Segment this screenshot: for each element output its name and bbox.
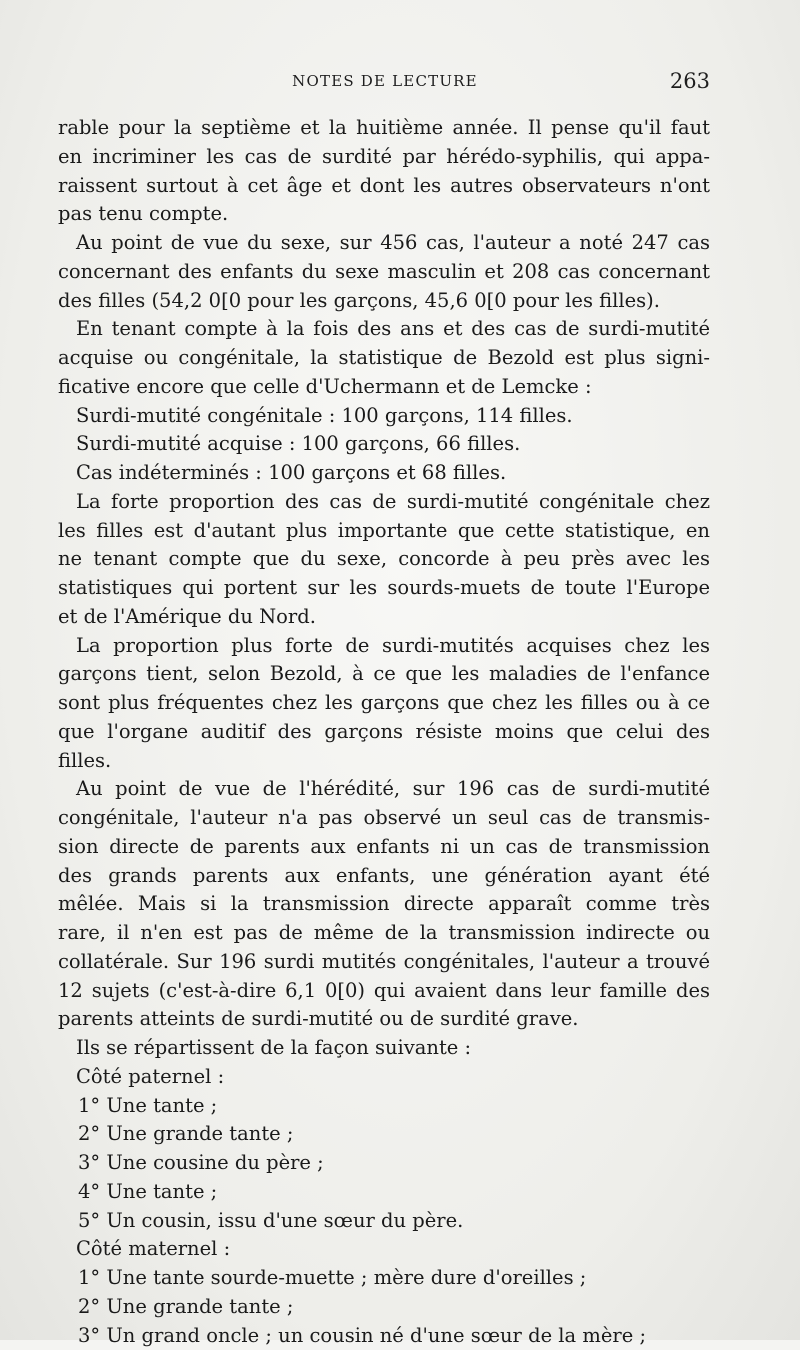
text-line: 1° Une tante sourde-muette ; mère dure d'oreilles ;	[58, 1264, 710, 1293]
text-line: et de l'Amérique du Nord.	[58, 603, 710, 632]
text-line: en incriminer les cas de surdité par hérédo-syphilis, qui appa-	[58, 143, 710, 172]
text-line: Au point de vue de l'hérédité, sur 196 cas de surdi-mutité	[58, 775, 710, 804]
text-line: rare, il n'en est pas de même de la transmission indirecte ou	[58, 919, 710, 948]
text-line: concernant des enfants du sexe masculin et 208 cas concernant	[58, 258, 710, 287]
text-line: sion directe de parents aux enfants ni un cas de transmission	[58, 833, 710, 862]
text-line: collatérale. Sur 196 surdi mutités congénitales, l'auteur a trouvé	[58, 948, 710, 977]
body-text	[58, 114, 710, 1350]
text-line: 3° Un grand oncle ; un cousin né d'une sœur de la mère ;	[58, 1322, 710, 1350]
text-line: La proportion plus forte de surdi-mutités acquises chez les	[58, 632, 710, 661]
text-line: Surdi-mutité acquise : 100 garçons, 66 filles.	[58, 430, 710, 459]
text-line: 1° Une tante ;	[58, 1092, 710, 1121]
page-number: 263	[670, 69, 710, 93]
text-line: Au point de vue du sexe, sur 456 cas, l'auteur a noté 247 cas	[58, 229, 710, 258]
text-line: acquise ou congénitale, la statistique de Bezold est plus signi-	[58, 344, 710, 373]
text-line: Surdi-mutité congénitale : 100 garçons, 114 filles.	[58, 402, 710, 431]
text-line: parents atteints de surdi-mutité ou de surdité grave.	[58, 1005, 710, 1034]
text-line: filles.	[58, 747, 710, 776]
text-line: 5° Un cousin, issu d'une sœur du père.	[58, 1207, 710, 1236]
text-line: statistiques qui portent sur les sourds-muets de toute l'Europe	[58, 574, 710, 603]
text-line: rable pour la septième et la huitième année. Il pense qu'il faut	[58, 114, 710, 143]
text-line: Ils se répartissent de la façon suivante :	[58, 1034, 710, 1063]
running-head	[60, 72, 710, 96]
text-line: 12 sujets (c'est-à-dire 6,1 0[0) qui avaient dans leur famille des	[58, 977, 710, 1006]
text-line: mêlée. Mais si la transmission directe apparaît comme très	[58, 890, 710, 919]
text-line: En tenant compte à la fois des ans et des cas de surdi-mutité	[58, 315, 710, 344]
text-line: pas tenu compte.	[58, 200, 710, 229]
text-line: des filles (54,2 0[0 pour les garçons, 45,6 0[0 pour les filles).	[58, 287, 710, 316]
text-line: 2° Une grande tante ;	[58, 1293, 710, 1322]
text-line: ne tenant compte que du sexe, concorde à peu près avec les	[58, 545, 710, 574]
text-line: Côté maternel :	[58, 1235, 710, 1264]
text-line: sont plus fréquentes chez les garçons que chez les filles ou à ce	[58, 689, 710, 718]
text-line: La forte proportion des cas de surdi-mutité congénitale chez	[58, 488, 710, 517]
text-line: les filles est d'autant plus importante que cette statistique, en	[58, 517, 710, 546]
text-line: raissent surtout à cet âge et dont les autres observateurs n'ont	[58, 172, 710, 201]
text-line: des grands parents aux enfants, une génération ayant été	[58, 862, 710, 891]
text-line: que l'organe auditif des garçons résiste moins que celui des	[58, 718, 710, 747]
text-line: garçons tient, selon Bezold, à ce que les maladies de l'enfance	[58, 660, 710, 689]
text-line: Côté paternel :	[58, 1063, 710, 1092]
text-line: ficative encore que celle d'Uchermann et de Lemcke :	[58, 373, 710, 402]
text-line: 3° Une cousine du père ;	[58, 1149, 710, 1178]
running-title: NOTES DE LECTURE	[60, 72, 710, 90]
text-line: 4° Une tante ;	[58, 1178, 710, 1207]
text-line: 2° Une grande tante ;	[58, 1120, 710, 1149]
text-line: congénitale, l'auteur n'a pas observé un seul cas de transmis-	[58, 804, 710, 833]
text-line: Cas indéterminés : 100 garçons et 68 filles.	[58, 459, 710, 488]
